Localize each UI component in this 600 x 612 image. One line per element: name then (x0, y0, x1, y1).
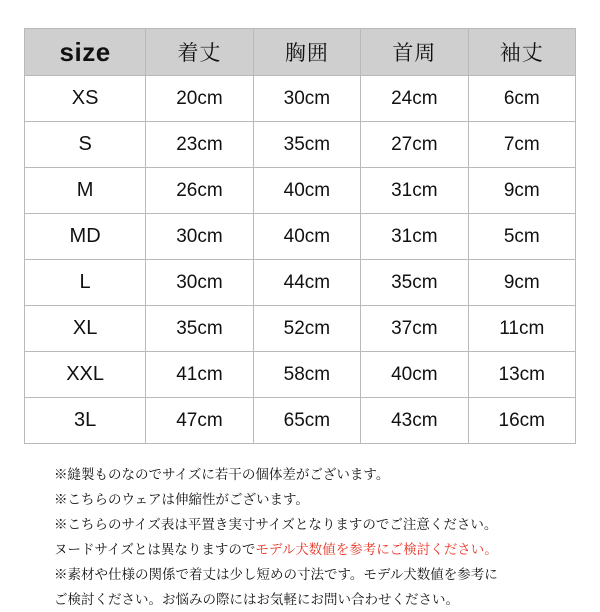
column-header-chest: 胸囲 (253, 29, 360, 76)
note-line-5: ※素材や仕様の関係で着丈は少し短めの寸法です。モデル犬数値を参考に (54, 567, 498, 582)
cell-chest: 44cm (253, 260, 360, 306)
column-header-sleeve: 袖丈 (468, 29, 575, 76)
cell-chest: 30cm (253, 76, 360, 122)
table-row (25, 260, 576, 306)
cell-length: 30cm (146, 214, 253, 260)
table-row (25, 122, 576, 168)
cell-neck: 24cm (361, 76, 468, 122)
note-line-4-highlight: モデル犬数値を参考にご検討ください。 (255, 542, 498, 557)
column-header-size: size (25, 29, 146, 76)
cell-chest: 52cm (253, 306, 360, 352)
note-line-4 (54, 537, 558, 562)
cell-neck: 31cm (361, 214, 468, 260)
cell-neck: 35cm (361, 260, 468, 306)
cell-neck: 31cm (361, 168, 468, 214)
cell-sleeve: 11cm (468, 306, 575, 352)
cell-chest: 40cm (253, 214, 360, 260)
cell-length: 26cm (146, 168, 253, 214)
cell-neck: 37cm (361, 306, 468, 352)
table-row (25, 168, 576, 214)
cell-length: 47cm (146, 398, 253, 444)
column-header-neck: 首周 (361, 29, 468, 76)
cell-size: M (25, 168, 146, 214)
cell-size: XL (25, 306, 146, 352)
cell-neck: 40cm (361, 352, 468, 398)
table-row (25, 214, 576, 260)
cell-chest: 40cm (253, 168, 360, 214)
cell-size: 3L (25, 398, 146, 444)
cell-sleeve: 7cm (468, 122, 575, 168)
cell-length: 41cm (146, 352, 253, 398)
cell-sleeve: 16cm (468, 398, 575, 444)
column-header-length: 着丈 (146, 29, 253, 76)
cell-size: XXL (25, 352, 146, 398)
table-header (25, 29, 576, 76)
cell-size: XS (25, 76, 146, 122)
cell-size: S (25, 122, 146, 168)
cell-chest: 65cm (253, 398, 360, 444)
table-row (25, 306, 576, 352)
size-table (24, 28, 576, 444)
table-row (25, 398, 576, 444)
note-line-1: ※縫製ものなのでサイズに若干の個体差がございます。 (54, 467, 390, 482)
cell-sleeve: 9cm (468, 260, 575, 306)
note-line-4-text: ヌードサイズとは異なりますので (54, 542, 256, 557)
cell-sleeve: 13cm (468, 352, 575, 398)
table-header-row (25, 29, 576, 76)
cell-length: 20cm (146, 76, 253, 122)
cell-neck: 43cm (361, 398, 468, 444)
note-line-6: ご検討ください。お悩みの際にはお気軽にお問い合わせください。 (54, 592, 459, 607)
note-line-3: ※こちらのサイズ表は平置き実寸サイズとなりますのでご注意ください。 (54, 517, 498, 532)
cell-chest: 58cm (253, 352, 360, 398)
cell-neck: 27cm (361, 122, 468, 168)
table-body (25, 76, 576, 444)
notes-section (24, 462, 576, 612)
cell-sleeve: 5cm (468, 214, 575, 260)
cell-size: MD (25, 214, 146, 260)
cell-size: L (25, 260, 146, 306)
cell-length: 23cm (146, 122, 253, 168)
table-row (25, 352, 576, 398)
cell-sleeve: 9cm (468, 168, 575, 214)
note-line-2: ※こちらのウェアは伸縮性がございます。 (54, 492, 309, 507)
cell-length: 35cm (146, 306, 253, 352)
cell-sleeve: 6cm (468, 76, 575, 122)
cell-length: 30cm (146, 260, 253, 306)
table-row (25, 76, 576, 122)
cell-chest: 35cm (253, 122, 360, 168)
